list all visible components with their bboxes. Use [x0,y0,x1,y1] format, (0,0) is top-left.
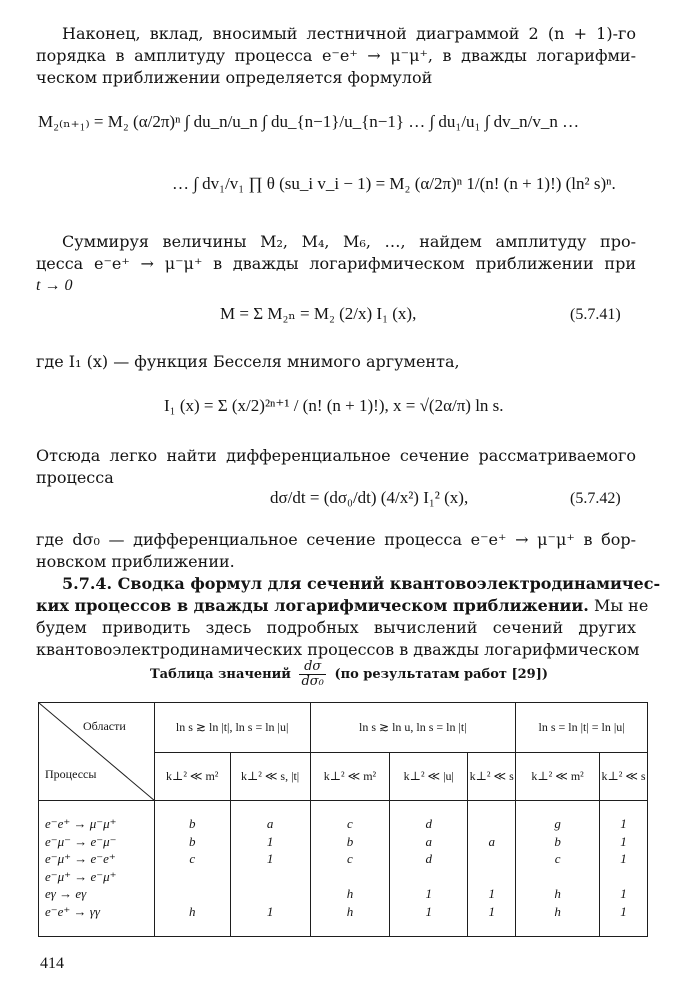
subheader-cell: k⊥² ≪ m² [516,753,600,801]
equation-number-5-7-42: (5.7.42) [570,490,621,507]
value-column-7 [600,801,648,937]
table-caption [150,660,600,689]
value-cell: h [346,903,354,919]
subheader-cell: k⊥² ≪ s [468,753,516,801]
value-cell [155,868,230,886]
value-cell: h [346,886,354,901]
subheader-cell: k⊥² ≪ s [600,753,648,801]
value-cell [231,885,310,903]
group-header-3: ln s = ln |t| = ln |u| [516,703,648,753]
value-cell: 1 [488,903,495,919]
value-cell [311,868,390,886]
value-cell: 1 [266,851,274,866]
cross-section-table [38,702,648,937]
process-row: eγ → eγ [45,886,87,901]
subheader-cell: k⊥² ≪ m² [154,753,230,801]
subheader-cell: k⊥² ≪ s, |t| [230,753,310,801]
value-cell: 1 [488,886,495,901]
paragraph5-line1: где dσ₀ — дифференциальное сечение процесса e⁻e⁺ → μ⁻μ⁺ в бор- [36,530,636,549]
value-cell [390,868,467,886]
formula-5-7-41: M = Σ M₂ₙ = M₂ (2/x) I₁ (x), [220,304,417,323]
formula-5-7-42: dσ/dt = (dσ₀/dt) (4/x²) I₁² (x), [270,488,469,507]
value-cell: 1 [620,903,627,919]
formula1-row2: … ∫ dv₁/v₁ ∏ θ (su_i v_i − 1) = M₂ (α/2π)ⁿ 1/(n! (n + 1)!) (ln² s)ⁿ. [172,174,616,193]
section-line2 [36,596,649,616]
value-cell [516,868,599,886]
value-cell: a [425,833,433,849]
paragraph1-line2: порядка в амплитуду процесса e⁻e⁺ → μ⁻μ⁺, в дважды логарифми- [36,46,636,65]
value-cell: 1 [620,816,627,831]
caption-fraction-num: dσ [299,660,325,675]
corner-label-regions: Области [83,719,126,733]
value-cell: b [188,816,196,831]
value-cell: b [346,833,354,849]
paragraph2-line1: Суммируя величины M₂, M₄, M₆, …, найдем амплитуду про- [62,232,636,251]
value-cell [468,815,515,833]
value-cell: d [425,851,433,866]
group-header-1: ln s ≳ ln |t|, ln s = ln |u| [154,703,310,753]
value-column-5 [468,801,516,937]
page-number: 414 [40,955,64,972]
caption-after: (по результатам работ [29]) [334,667,549,682]
value-cell: h [554,903,561,919]
value-cell: 1 [425,886,433,901]
paragraph4-line2: процесса [36,468,114,487]
value-cell: b [188,833,196,849]
value-cell [468,850,515,868]
paragraph1-line1: Наконец, вклад, вносимый лестничной диаграммой 2 (n + 1)-го [62,24,636,43]
value-cell [231,868,310,886]
process-row: e⁻e⁺ → γγ [45,903,101,919]
value-cell: a [266,816,274,831]
value-cell: c [347,851,353,866]
value-cell: 1 [620,886,627,901]
process-row: e⁻μ⁺ → e⁻μ⁺ [45,868,117,884]
value-cell [600,868,647,886]
value-cell: 1 [620,851,627,866]
value-column-1 [154,801,230,937]
value-cell: g [554,816,561,831]
value-cell: 1 [425,903,433,919]
corner-label-processes: Процессы [45,767,97,781]
formula1-row1: M₂₍ₙ₊₁₎ = M₂ (α/2π)ⁿ ∫ du_n/u_n ∫ du_{n−1}/u_{n−1} … ∫ du₁/u₁ ∫ dv_n/v_n … [38,112,580,131]
value-cell: a [488,833,495,849]
paragraph4-line1: Отсюда легко найти дифференциальное сечение рассматриваемого [36,446,636,465]
value-cell: b [554,833,561,849]
equation-number-5-7-41: (5.7.41) [570,306,621,323]
value-column-6 [516,801,600,937]
value-cell: c [554,851,561,866]
value-column-3 [310,801,390,937]
caption-before: Таблица значений [150,667,291,682]
paragraph3-line1: где I₁ (x) — функция Бесселя мнимого аргумента, [36,352,460,371]
value-column-2 [230,801,310,937]
value-cell [155,885,230,903]
section-line2-bold: ких процессов в дважды логарифмическом приближении. [36,596,589,615]
paragraph1-line3: ческом приближении определяется формулой [36,68,433,87]
value-cell: c [347,816,353,831]
value-cell: h [188,903,196,919]
value-cell: 1 [266,903,274,919]
value-cell: d [425,816,433,831]
section-heading: 5.7.4. Сводка формул для сечений квантовоэлектродинамичес- [62,574,661,593]
paragraph2-line3: t → 0 [36,277,73,294]
caption-fraction-den: dσ₀ [301,674,324,689]
table-corner-cell [39,703,155,801]
subheader-cell: k⊥² ≪ m² [310,753,390,801]
subheader-cell: k⊥² ≪ |u| [390,753,468,801]
formula-bessel: I₁ (x) = Σ (x/2)²ⁿ⁺¹ / (n! (n + 1)!), x = √(2α/π) ln s. [164,396,504,415]
section-line2-rest: Мы не [593,596,649,615]
paragraph2-line2: цесса e⁻e⁺ → μ⁻μ⁺ в дважды логарифмическом приближении при [36,254,636,273]
section-line3: будем приводить здесь подробных вычислений сечений других [36,618,636,637]
value-column-4 [390,801,468,937]
value-cell: h [554,886,561,901]
process-column [39,801,155,937]
section-line4: квантовоэлектродинамических процессов в дважды логарифмическом [36,640,640,659]
value-cell [468,868,515,886]
value-cell: 1 [620,833,627,849]
process-row: e⁻e⁺ → μ⁻μ⁺ [45,816,117,831]
paragraph5-line2: новском приближении. [36,552,235,571]
caption-fraction [299,660,325,689]
value-cell: 1 [266,833,274,849]
group-header-2: ln s ≳ ln u, ln s = ln |t| [310,703,516,753]
process-row: e⁻μ⁺ → e⁻e⁺ [45,851,116,866]
value-cell: c [189,851,196,866]
corner-diagonal-line [39,703,155,801]
process-row: e⁻μ⁻ → e⁻μ⁻ [45,833,117,849]
